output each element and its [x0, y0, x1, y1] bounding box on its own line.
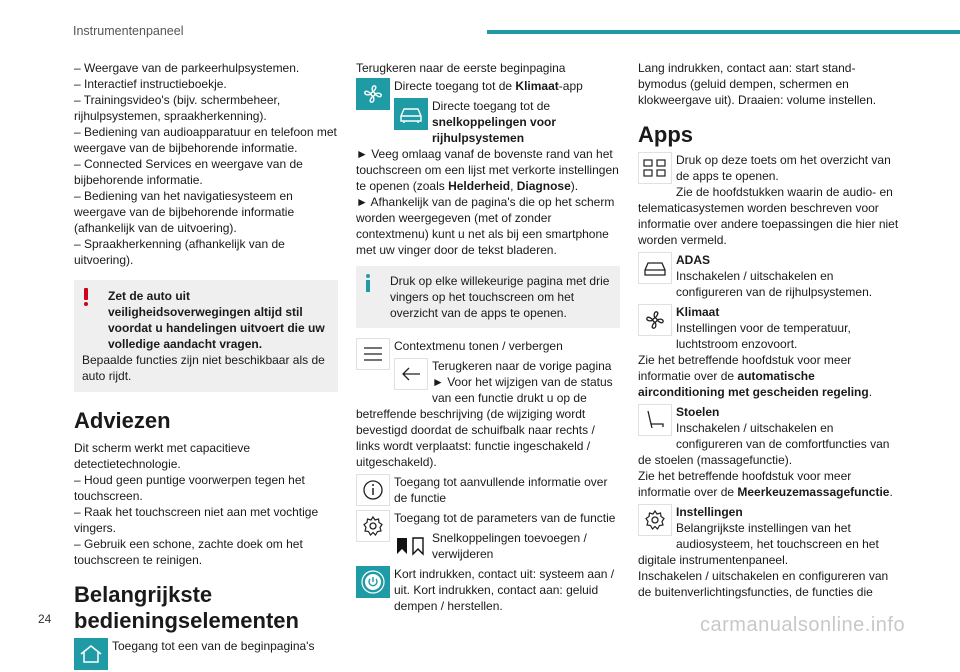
power-icon — [356, 566, 390, 598]
control-row-shortcuts — [356, 98, 620, 146]
pages-text: ► Afhankelijk van de pagina's die op het scherm worden weergegeven (met of zonder contextmenu) kunt u net als bij een smartphone met uw vinger door de tekst bladeren. — [356, 195, 615, 257]
seat-icon — [638, 404, 672, 436]
gear-icon — [638, 504, 672, 536]
gear-icon — [356, 510, 390, 542]
params-text: Toegang tot de parameters van de functie — [394, 511, 616, 525]
apps-text: Druk op deze toets om het overzicht van de apps te openen. — [676, 153, 891, 183]
section-title-controls: Belangrijkste bedieningselementen — [74, 582, 299, 633]
app-item-stoelen — [638, 404, 900, 468]
return-first-text: Terugkeren naar de eerste beginpagina — [356, 61, 566, 75]
warning-box — [74, 280, 338, 392]
warning-bold-text: Zet de auto uit veiligheidsoverwegingen altijd stil voordat u handelingen uitvoert die uw volledige aandacht vragen. — [108, 289, 325, 351]
warning-text: Bepaalde functies zijn niet beschikbaar als de auto rijdt. — [82, 353, 325, 383]
app-item-instellingen — [638, 504, 900, 568]
fan-icon — [356, 78, 390, 110]
home-icon — [74, 638, 108, 670]
list-item: – Houd geen puntige voorwerpen tegen het touchscreen. — [74, 473, 305, 503]
car-icon — [394, 98, 428, 130]
column-2 — [356, 60, 620, 614]
section-title-adviezen: Adviezen — [74, 408, 171, 433]
menu-icon — [356, 338, 390, 370]
power-text: Kort indrukken, contact uit: systeem aan / uit. Kort indrukken, contact aan: geluid dempen / herstellen. — [394, 567, 615, 613]
info-box — [356, 266, 620, 328]
home-text: Toegang tot een van de beginpagina's — [112, 639, 315, 653]
stoelen-title: Stoelen — [676, 405, 720, 419]
list-item: – Weergave van de parkeerhulpsystemen. — [74, 61, 300, 75]
back-more-text: ► Voor het wijzigen van de status van een functie drukt u op de betreffende beschrijving (de wijziging wordt bevestigd doordat de schuifbalk naar rechts / links wordt verplaatst: functie ingeschakeld / uitgeschakeld). — [356, 375, 613, 469]
info-circle-icon — [356, 474, 390, 506]
instellingen-title: Instellingen — [676, 505, 743, 519]
apps-grid-icon — [638, 152, 672, 184]
adas-text: Inschakelen / uitschakelen en configureren van de rijhulpsystemen. — [676, 269, 873, 299]
header-accent-bar — [487, 30, 960, 34]
stoelen-text: Inschakelen / uitschakelen en configureren van de comfortfuncties van de stoelen (massagefunctie). — [638, 421, 890, 467]
list-item: – Interactief instructieboekje. — [74, 77, 227, 91]
instellingen-text: Belangrijkste instellingen van het audiosysteem, het touchscreen en het digitale instrumentenpaneel. — [638, 521, 879, 567]
control-row-back — [356, 358, 620, 470]
klimaat-title: Klimaat — [676, 305, 720, 319]
back-text: Terugkeren naar de vorige pagina — [432, 359, 612, 373]
control-row-info — [356, 474, 620, 506]
control-row-klimaat — [356, 78, 620, 94]
app-item-adas — [638, 252, 900, 300]
control-row-power — [356, 566, 620, 614]
list-item: – Raak het touchscreen niet aan met vochtige vingers. — [74, 505, 319, 535]
watermark: carmanualsonline.info — [700, 614, 906, 636]
back-arrow-icon — [394, 358, 428, 390]
klimaat-more-text: Zie het betreffende hoofdstuk voor meer informatie over de automatische airconditioning met gescheiden regeling. — [638, 353, 873, 399]
klimaat-access-text: Directe toegang tot de Klimaat-app — [394, 79, 583, 93]
list-item: – Bediening van audioapparatuur en telefoon met weergave van de bijbehorende informatie. — [74, 125, 337, 155]
control-row-home — [74, 638, 338, 654]
fan-icon — [638, 304, 672, 336]
bookmark-text: Snelkoppelingen toevoegen / verwijderen — [432, 531, 587, 561]
stoelen-more-text: Zie het betreffende hoofdstuk voor meer informatie over de Meerkeuzemassagefunctie. — [638, 469, 893, 499]
bookmark-icon — [394, 530, 428, 562]
info-text: Druk op elke willekeurige pagina met drie vingers op het touchscreen om het overzicht van de apps te openen. — [390, 274, 610, 320]
car-icon — [638, 252, 672, 284]
adas-title: ADAS — [676, 253, 711, 267]
control-row-apps — [638, 152, 900, 184]
control-row-bookmark — [356, 530, 620, 562]
info-function-text: Toegang tot aanvullende informatie over de functie — [394, 475, 608, 505]
context-menu-text: Contextmenu tonen / verbergen — [394, 339, 563, 353]
section-title-apps: Apps — [638, 122, 693, 147]
list-item: – Trainingsvideo's (bijv. schermbeheer, rijhulpsystemen, spraakherkenning). — [74, 93, 281, 123]
shortcut-access-text: Directe toegang tot de snelkoppelingen voor rijhulpsystemen — [432, 99, 557, 145]
apps-more-text: Zie de hoofdstukken waarin de audio- en telematicasystemen worden beschreven voor informatie over andere toepassingen die hier niet worden vermeld. — [638, 185, 899, 247]
control-row-context — [356, 338, 620, 354]
control-row-params — [356, 510, 620, 526]
list-item: – Bediening van het navigatiesysteem en weergave van de bijbehorende informatie (afhankelijk van de uitvoering). — [74, 189, 295, 235]
swipe-text: ► Veeg omlaag vanaf de bovenste rand van het touchscreen om een lijst met verkorte instellingen te openen (zoals Helderheid, Diagnose). — [356, 147, 619, 193]
page-header-title: Instrumentenpaneel — [73, 24, 184, 38]
adviezen-intro: Dit scherm werkt met capacitieve detectietechnologie. — [74, 441, 251, 471]
info-icon — [366, 274, 370, 292]
list-item: – Connected Services en weergave van de bijbehorende informatie. — [74, 157, 303, 187]
list-item: – Spraakherkenning (afhankelijk van de uitvoering). — [74, 237, 285, 267]
klimaat-text: Instellingen voor de temperatuur, luchtstroom enzovoort. — [676, 321, 851, 351]
column-3 — [638, 60, 900, 600]
page-number: 24 — [38, 612, 52, 626]
app-item-klimaat — [638, 304, 900, 352]
warning-icon — [84, 288, 88, 306]
column-1 — [74, 60, 338, 672]
instellingen-more-text: Inschakelen / uitschakelen en configureren van de buitenverlichtingsfuncties, de functies die — [638, 569, 889, 599]
long-press-text: Lang indrukken, contact aan: start stand-bymodus (geluid dempen, schermen en klokweergave uit). Draaien: volume instellen. — [638, 61, 877, 107]
list-item: – Gebruik een schone, zachte doek om het touchscreen te reinigen. — [74, 537, 303, 567]
